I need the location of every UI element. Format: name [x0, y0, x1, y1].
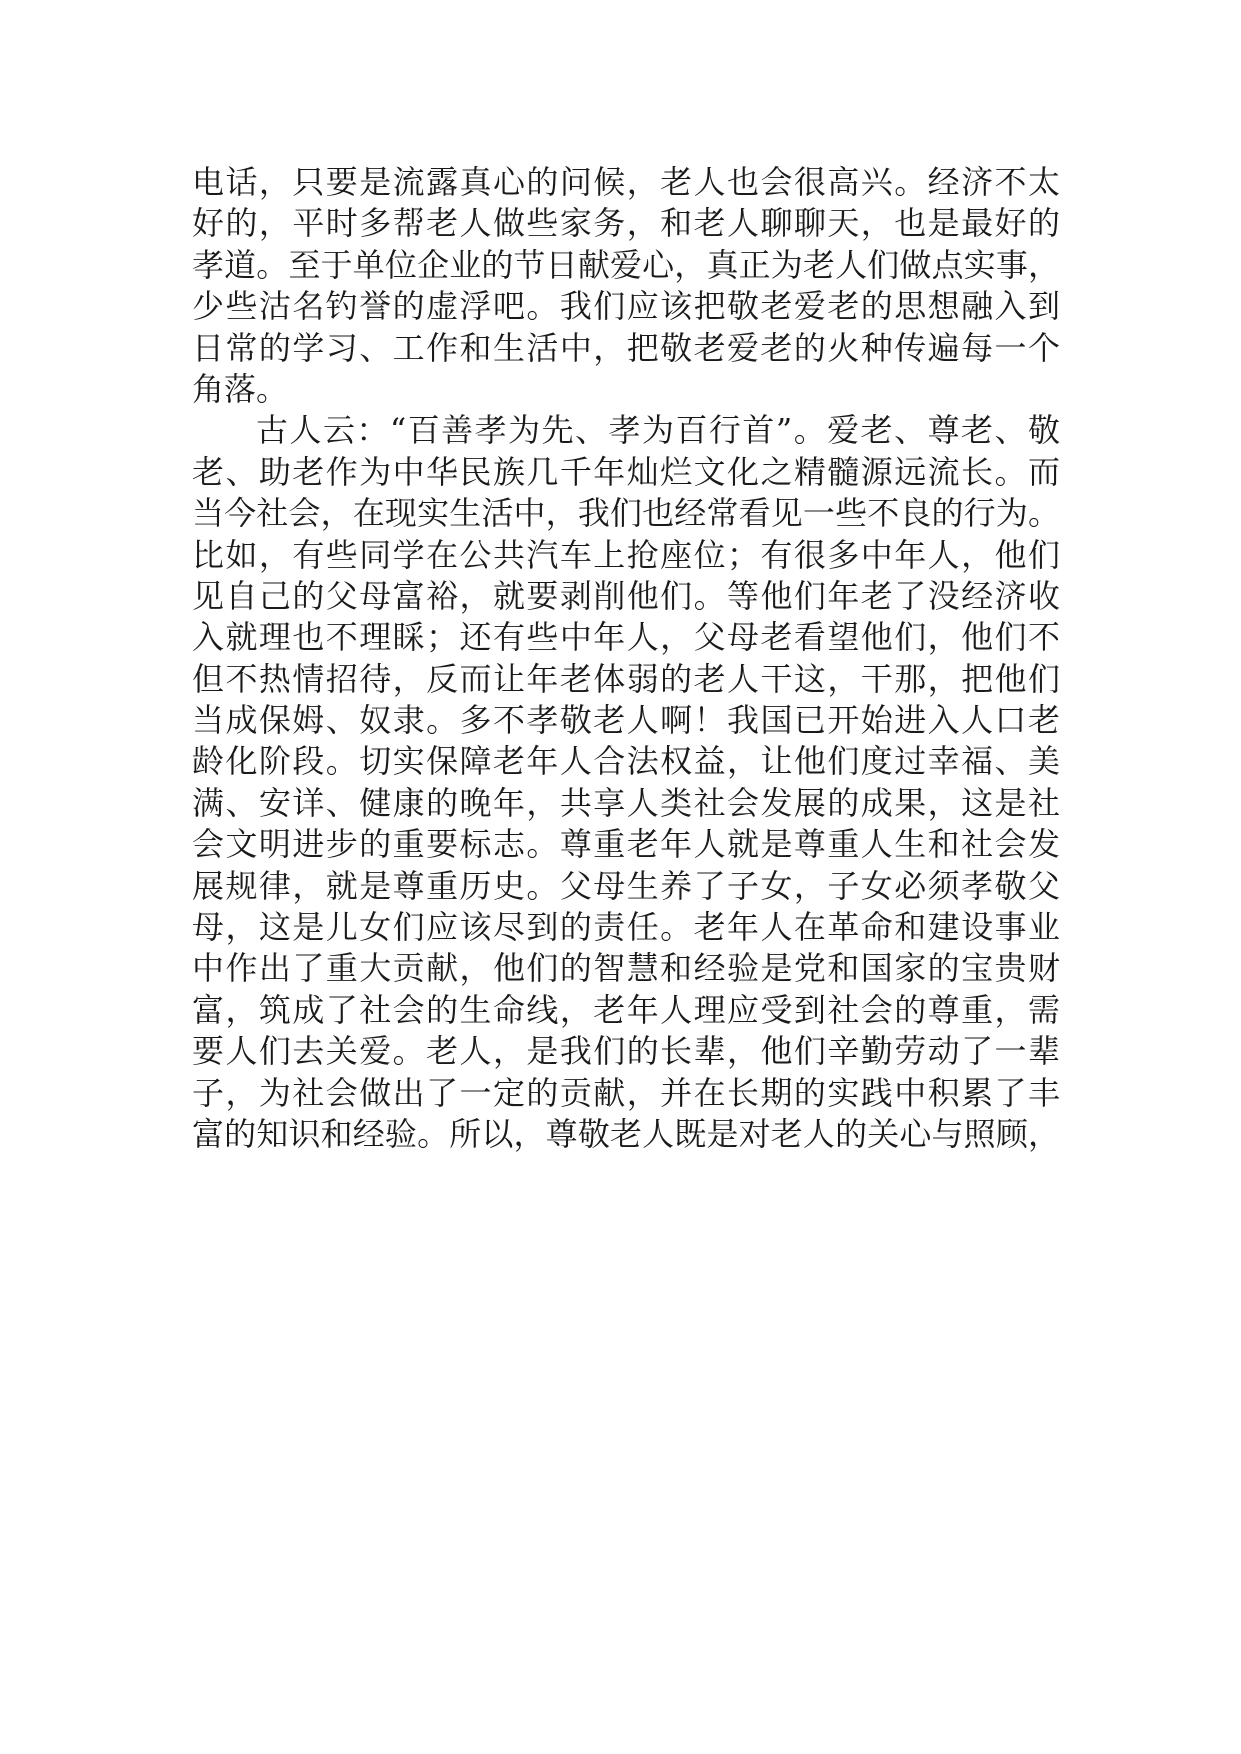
text-line: 满、安详、健康的晚年，共享人类社会发展的成果，这是社 — [192, 783, 1060, 822]
text-line: 孝道。至于单位企业的节日献爱心，真正为老人们做点实事， — [192, 245, 1060, 284]
text-line: 古人云：“百善孝为先、孝为百行首”。爱老、尊老、敬 — [256, 411, 1060, 450]
text-line: 电话，只要是流露真心的问候，老人也会很高兴。经济不太 — [192, 163, 1060, 201]
text-line: 当成保姆、奴隶。多不孝敬老人啊！我国已开始进入人口老 — [192, 701, 1060, 740]
text-line: 中作出了重大贡献，他们的智慧和经验是党和国家的宝贵财 — [192, 949, 1060, 988]
text-line: 龄化阶段。切实保障老年人合法权益，让他们度过幸福、美 — [192, 742, 1060, 781]
text-line: 当今社会，在现实生活中，我们也经常看见一些不良的行为。 — [192, 494, 1060, 533]
text-line: 子，为社会做出了一定的贡献，并在长期的实践中积累了丰 — [192, 1073, 1060, 1112]
text-line: 入就理也不理睬；还有些中年人，父母老看望他们，他们不 — [192, 618, 1060, 657]
text-line: 要人们去关爱。老人，是我们的长辈，他们辛勤劳动了一辈 — [192, 1032, 1060, 1071]
text-line: 会文明进步的重要标志。尊重老年人就是尊重人生和社会发 — [192, 825, 1060, 864]
text-line: 日常的学习、工作和生活中，把敬老爱老的火种传遍每一个 — [192, 328, 1060, 367]
text-line: 见自己的父母富裕，就要剥削他们。等他们年老了没经济收 — [192, 576, 1060, 615]
text-line: 母，这是儿女们应该尽到的责任。老年人在革命和建设事业 — [192, 908, 1060, 947]
text-line: 好的，平时多帮老人做些家务，和老人聊聊天，也是最好的 — [192, 204, 1060, 243]
text-line: 但不热情招待，反而让年老体弱的老人干这，干那，把他们 — [192, 659, 1060, 698]
text-line: 富，筑成了社会的生命线，老年人理应受到社会的尊重，需 — [192, 990, 1060, 1029]
body-text — [192, 162, 1060, 1155]
text-line: 少些沽名钓誉的虚浮吧。我们应该把敬老爱老的思想融入到 — [192, 287, 1060, 326]
text-line: 展规律，就是尊重历史。父母生养了子女，子女必须孝敬父 — [192, 866, 1060, 905]
text-line: 角落。 — [192, 369, 289, 408]
text-line: 比如，有些同学在公共汽车上抢座位；有很多中年人，他们 — [192, 535, 1060, 574]
text-line: 老、助老作为中华民族几千年灿烂文化之精髓源远流长。而 — [192, 452, 1060, 491]
text-line: 富的知识和经验。所以，尊敬老人既是对老人的关心与照顾， — [192, 1114, 1060, 1153]
paragraph-1 — [192, 162, 1060, 410]
paragraph-2 — [192, 410, 1060, 1155]
